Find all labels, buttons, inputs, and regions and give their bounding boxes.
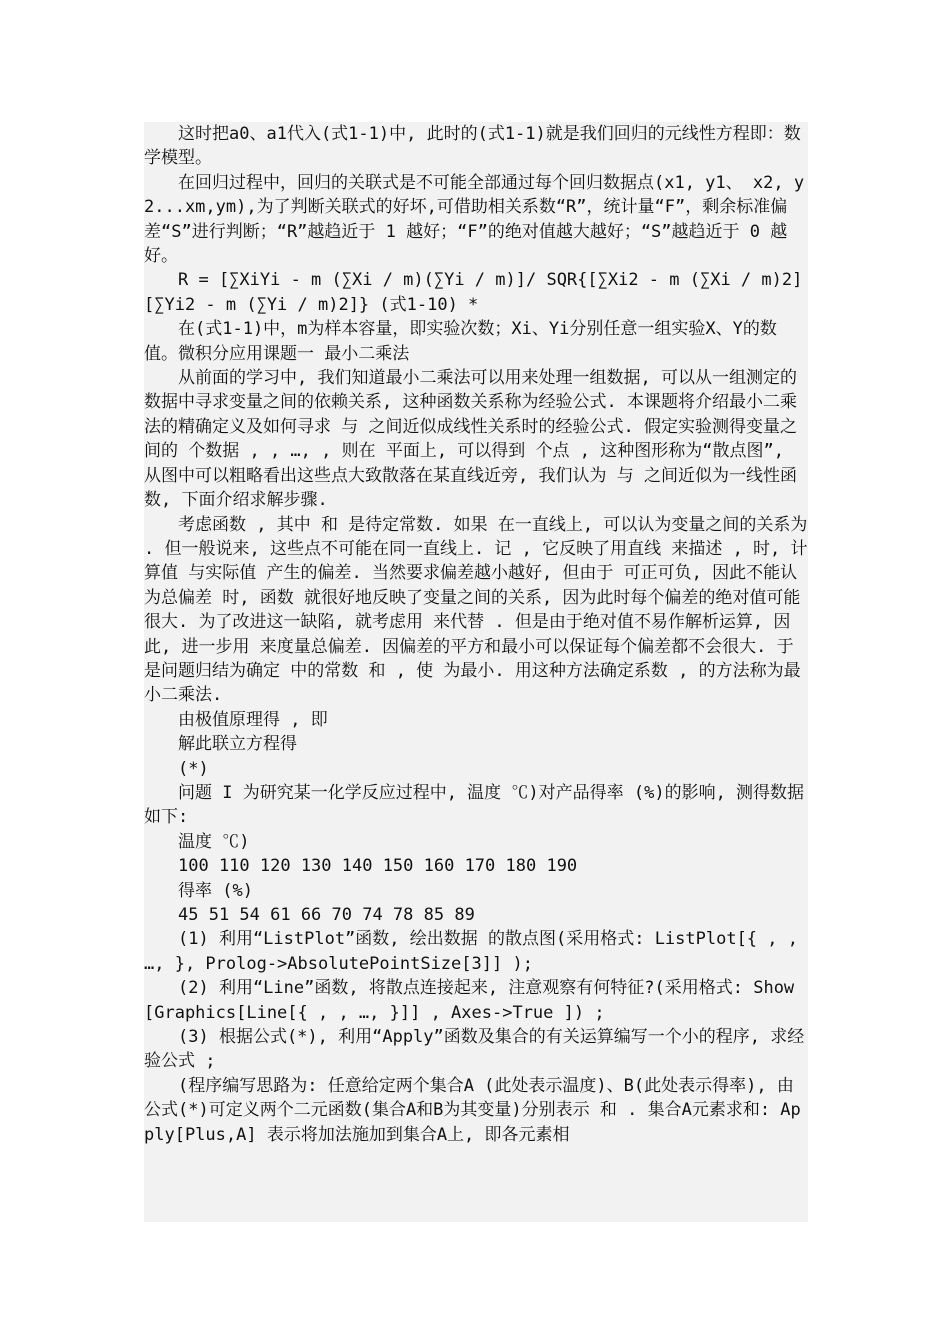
paragraph-3: R = [∑XiYi - m (∑Xi / m)(∑Yi / m)]/ SQR{[∑Xi2 - m (∑Xi / m)2][∑Yi2 - m (∑Yi / m)2]} (式1-10) * bbox=[144, 270, 803, 315]
paragraph-8: 解此联立方程得 bbox=[178, 734, 297, 755]
paragraph-15: (1) 利用“ListPlot”函数, 绘出数据 的散点图(采用格式: ListPlot[{ , , …, }, Prolog->AbsolutePointSize[3]] ); bbox=[144, 929, 798, 974]
paragraph-17: (3) 根据公式(*), 利用“Apply”函数及集合的有关运算编写一个小的程序, 求经验公式 ; bbox=[144, 1027, 805, 1072]
paragraph-14: 45 51 54 61 66 70 74 78 85 89 bbox=[178, 905, 475, 925]
paragraph-6: 考虑函数 , 其中 和 是待定常数. 如果 在一直线上, 可以认为变量之间的关系为 . 但一般说来, 这些点不可能在同一直线上. 记 , 它反映了用直线 来描述 , 时, 计算值 与实际值 产生的偏差. 当然要求偏差越小越好, 但由于 可正可负, 因此不能认为总偏差 时, 函数 就很好地反映了变量之间的关系, 因为此时每个偏差的绝对值可能很大. 为了改进这一缺陷, 就考虑用 来代替 . 但是由于绝对值不易作解析运算, 因此, 进一步用 来度量总偏差. 因偏差的平方和最小可以保证每个偏差都不会很大. 于是问题归结为确定 中的常数 和 , 使 为最小. 用这种方法确定系数 , 的方法称为最小二乘法. bbox=[144, 514, 808, 706]
paragraph-5: 从前面的学习中, 我们知道最小二乘法可以用来处理一组数据, 可以从一组测定的数据中寻求变量之间的依赖关系, 这种函数关系称为经验公式. 本课题将介绍最小二乘法的精确定义及如何寻求 与 之间近似成线性关系时的经验公式. 假定实验测得变量之间的 个数据 , , …, , 则在 平面上, 可以得到 个点 , 这种图形称为“散点图”, 从图中可以粗略看出这些点大致散落在某直线近旁, 我们认为 与 之间近似为一线性函数, 下面介绍求解步骤. bbox=[144, 368, 797, 511]
paragraph-1: 这时把a0、a1代入(式1-1)中, 此时的(式1-1)就是我们回归的元线性方程即：数学模型。 bbox=[144, 124, 801, 169]
paragraph-11: 温度 ℃) bbox=[178, 831, 250, 852]
paragraph-2: 在回归过程中，回归的关联式是不可能全部通过每个回归数据点(x1, y1、 x2, y2...xm,ym),为了判断关联式的好坏,可借助相关系数“R”，统计量“F”，剩余标准偏差“S”进行判断；“R”越趋近于 1 越好；“F”的绝对值越大越好；“S”越趋近于 0 越好。 bbox=[144, 172, 805, 267]
paragraph-18: (程序编写思路为: 任意给定两个集合A (此处表示温度)、B(此处表示得率), 由公式(*)可定义两个二元函数(集合A和B为其变量)分别表示 和 . 集合A元素求和: Apply[Plus,A] 表示将加法施加到集合A上, 即各元素相 bbox=[144, 1075, 801, 1145]
document-text-block bbox=[144, 122, 808, 1222]
paragraph-4: 在(式1-1)中，m为样本容量，即实验次数；Xi、Yi分别任意一组实验X、Y的数值。微积分应用课题一 最小二乘法 bbox=[144, 319, 777, 364]
paragraph-16: (2) 利用“Line”函数, 将散点连接起来, 注意观察有何特征?(采用格式: Show[Graphics[Line[{ , , …, }]] , Axes->True ]) ; bbox=[144, 978, 795, 1023]
paragraph-13: 得率 (%) bbox=[178, 880, 253, 901]
paragraph-10: 问题 I 为研究某一化学反应过程中, 温度 ℃)对产品得率 (%)的影响, 测得数据如下: bbox=[144, 782, 805, 828]
paragraph-7: 由极值原理得 , 即 bbox=[178, 709, 328, 730]
paragraph-9: (*) bbox=[178, 758, 209, 779]
paragraph-12: 100 110 120 130 140 150 160 170 180 190 bbox=[178, 856, 578, 877]
